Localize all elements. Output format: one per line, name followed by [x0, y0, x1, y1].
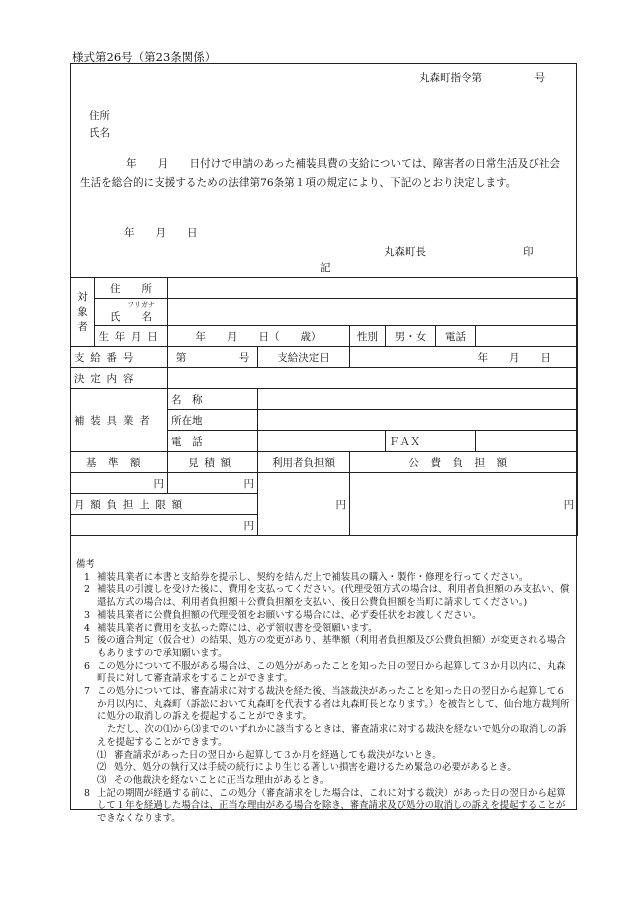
birthdate-label: 生年月日 — [95, 326, 168, 347]
user-burden-label: 利用者負担額 — [258, 452, 350, 473]
note-item: ⑵ 処分、処分の執行又は手続の続行により生じる著しい損害を避けるため緊急の必要があるとき。 — [97, 762, 517, 774]
payment-date-label: 支給決定日 — [258, 347, 350, 368]
user-burden-yen[interactable]: 円 — [258, 473, 350, 536]
notice-number: 丸森町指令第 号 — [419, 72, 545, 84]
address-field[interactable] — [168, 278, 578, 299]
phone-field[interactable] — [476, 326, 578, 347]
fax-field[interactable] — [476, 431, 578, 452]
form-id: 様式第26号（第23条関係） — [72, 50, 217, 64]
standard-yen[interactable]: 円 — [71, 473, 168, 494]
note-item: 1 補装具業者に本書と支給券を提示し、契約を結んだ上で補装具の購入・製作・修理を行ってください。 — [84, 571, 529, 583]
name-field[interactable] — [168, 299, 578, 326]
note-item: ⑴ 審査請求があった日の翌日から起算して３か月を経過しても裁決がないとき。 — [97, 749, 442, 761]
gender-value[interactable]: 男・女 — [386, 326, 436, 347]
birthdate-value[interactable]: 年 月 日（ 歳） — [168, 326, 350, 347]
note-item: 5 後の適合判定（仮合せ）の結果、処方の変更があり、基準額（利用者負担額及び公費負担額）が変更される場合もありますので承知願います。 — [84, 635, 566, 659]
phone-label: 電話 — [436, 326, 476, 347]
note-item: ⑶ その他裁決を経ないことに正当な理由があるとき。 — [97, 774, 330, 786]
estimate-label: 見積額 — [168, 452, 258, 473]
monthly-limit-yen[interactable]: 円 — [71, 515, 258, 536]
note-item: 4 補装具業者に費用を支払った際には、必ず領収書を受領願います。 — [84, 622, 378, 634]
note-item: 3 補装具業者に公費負担額の代理受領をお願いする場合には、必ず委任状をお渡しください。 — [84, 609, 482, 621]
estimate-yen[interactable]: 円 — [168, 473, 258, 494]
vendor-name-label: 名 称 — [168, 389, 258, 410]
standard-label: 基準額 — [71, 452, 168, 473]
name-label: フリガナ 氏 名 — [95, 299, 168, 326]
recipient-address-label: 住所 — [89, 110, 110, 122]
vendor-phone-label: 電 話 — [168, 431, 258, 452]
notes-title: 備考 — [76, 559, 95, 570]
notes — [76, 559, 572, 826]
details-table — [70, 277, 578, 536]
note-item: 8 上記の期間が経過する前に、この処分（審査請求をした場合は、これに対する裁決）があった日の翌日から起算して１年を経過した場合は、正当な理由がある場合を除き、審査請求及び処分の取消しの訴えを提起することができなくなります。 — [84, 787, 566, 825]
note-item: 7 この処分については、審査請求に対する裁決を経た後、当該裁決があったことを知った日の翌日から起算して６か月以内に、丸森町（訴訟において丸森町を代表する者は丸森町長となります。）を被告として、仙台地方裁判所に処分の取消しの訴えを提起することができます。 — [84, 686, 570, 723]
seal: 印 — [523, 246, 534, 258]
public-burden-yen[interactable]: 円 — [350, 473, 578, 536]
vendor-name-field[interactable] — [258, 389, 578, 410]
subject-label: 対象者 — [71, 278, 95, 347]
public-burden-label: 公費負担額 — [350, 452, 578, 473]
note-item: 6 この処分について不服がある場合は、この処分があったことを知った日の翌日から起算して３か月以内に、丸森町長に対して審査請求をすることができます。 — [84, 660, 566, 685]
recipient-name-label: 氏名 — [89, 127, 110, 139]
gender-label: 性別 — [350, 326, 386, 347]
issuer: 丸森町長 — [384, 246, 426, 258]
vendor-address-label: 所在地 — [168, 410, 258, 431]
fax-label: ＦＡＸ — [386, 431, 476, 452]
vendor-phone-field[interactable] — [258, 431, 386, 452]
payment-no-value[interactable]: 第 号 — [168, 347, 258, 368]
note-item: 2 補装具の引渡しを受けた後に、費用を支払ってください。(代理受領方式の場合は、利用者負担額のみ支払い、償還払方式の場合は、利用者負担額＋公費負担額を支払い、後日公費負担額を当町に請求してください。) — [84, 584, 570, 609]
monthly-limit-label: 月額負担上限額 — [71, 494, 258, 515]
address-label: 住 所 — [95, 278, 168, 299]
decision-label: 決定内容 — [71, 368, 168, 389]
note-item: ただし、次の⑴から⑶までのいずれかに該当するときは、審査請求に対する裁決を経ないで処分の取消しの訴えを提起することができます。 — [97, 724, 567, 748]
vendor-address-field[interactable] — [258, 410, 578, 431]
ki-label: 記 — [320, 262, 331, 274]
payment-no-label: 支給番号 — [71, 347, 168, 368]
vendor-label: 補装具業者 — [71, 389, 168, 452]
payment-date-value[interactable]: 年 月 日 — [350, 347, 578, 368]
date-line: 年 月 日 — [124, 227, 198, 239]
decision-text: 年 月 日付けで申請のあった補装具費の支給については、障害者の日常生活及び社会生活を総合的に支援するための法律第76条第１項の規定により、下記のとおり決定します。 — [80, 158, 561, 189]
decision-field[interactable] — [168, 368, 578, 389]
